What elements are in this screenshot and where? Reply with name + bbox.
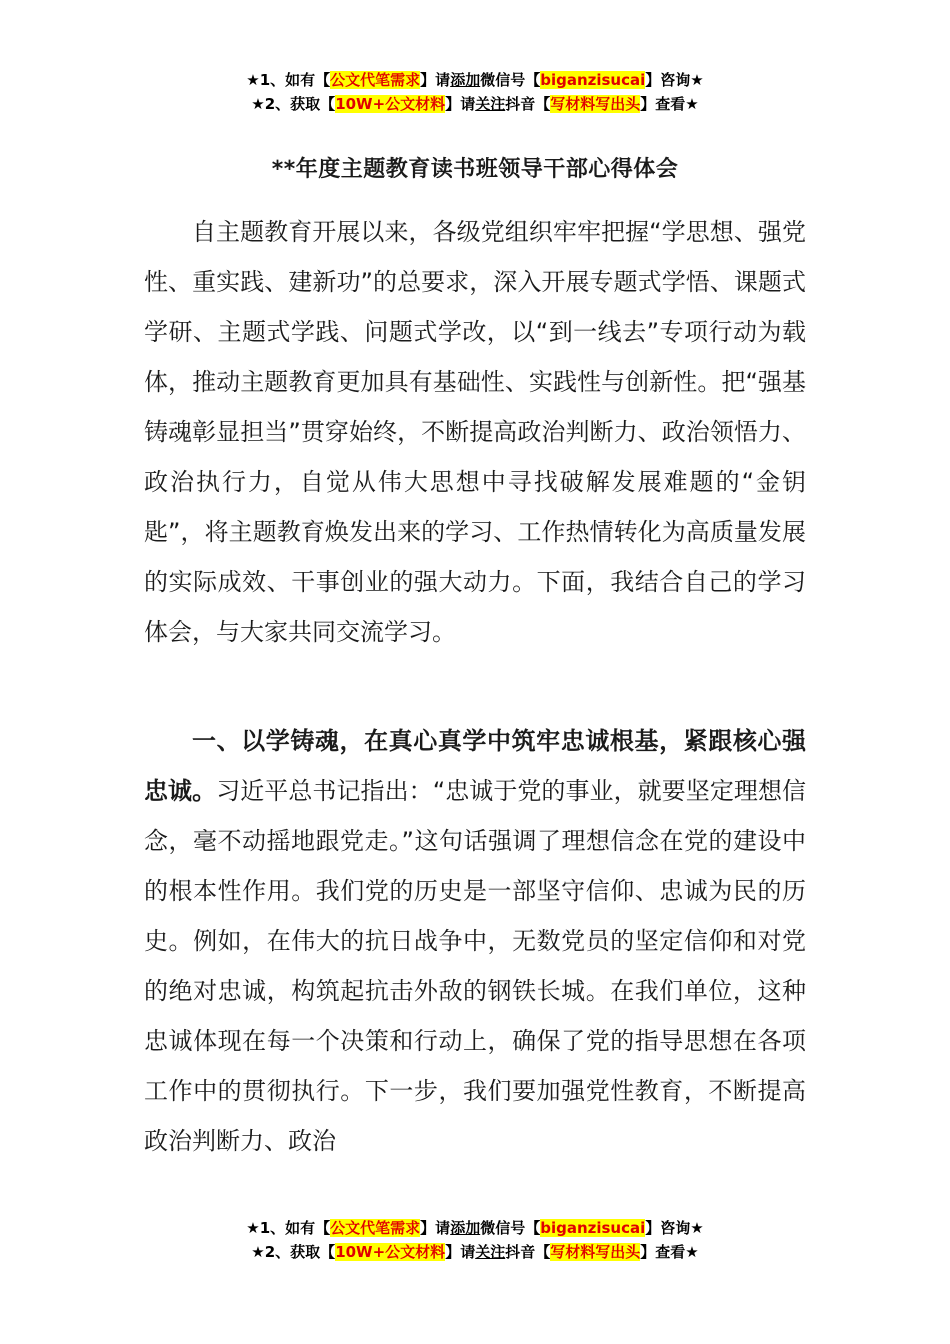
banner-text: 】咨询★	[645, 1219, 704, 1237]
footer-banner	[0, 1216, 950, 1264]
banner-underlined-text: 添加	[450, 1219, 481, 1237]
banner-highlight: 10W+公文材料	[335, 95, 446, 113]
banner-text: 微信号【	[480, 71, 541, 89]
banner-text: 抖音【	[505, 1243, 551, 1261]
banner-highlight: biganzisucai	[540, 1219, 646, 1237]
banner-text: ★2、获取【	[251, 1243, 336, 1261]
banner-line-1	[0, 1216, 950, 1240]
banner-text: 】请	[445, 95, 476, 113]
banner-text: 】查看★	[640, 1243, 699, 1261]
banner-highlight: 公文代笔需求	[330, 1219, 421, 1237]
banner-text: 】咨询★	[645, 71, 704, 89]
banner-text: 】请	[420, 71, 451, 89]
document-title: **年度主题教育读书班领导干部心得体会	[271, 157, 679, 182]
banner-highlight: 10W+公文材料	[335, 1243, 446, 1261]
banner-line-2	[0, 1240, 950, 1264]
header-banner	[0, 68, 950, 116]
banner-text: 】查看★	[640, 95, 699, 113]
banner-highlight: biganzisucai	[540, 71, 646, 89]
banner-line-1	[0, 68, 950, 92]
banner-line-2	[0, 92, 950, 116]
banner-text: ★1、如有【	[246, 71, 331, 89]
section-body: 习近平总书记指出：“忠诚于党的事业，就要坚定理想信念，毫不动摇地跟党走。”这句话强调了理想信念在党的建设中的根本性作用。我们党的历史是一部坚守信仰、忠诚为民的历史。例如，在伟大的抗日战争中，无数党员的坚定信仰和对党的绝对忠诚，构筑起抗击外敌的钢铁长城。在我们单位，这种忠诚体现在每一个决策和行动上，确保了党的指导思想在各项工作中的贯彻执行。下一步，我们要加强党性教育，不断提高政治判断力、政治	[144, 777, 807, 1155]
banner-text: 】请	[445, 1243, 476, 1261]
body-paragraph-1	[144, 207, 806, 657]
banner-highlight: 公文代笔需求	[330, 71, 421, 89]
banner-text: ★2、获取【	[251, 95, 336, 113]
banner-highlight: 写材料写出头	[550, 1243, 641, 1261]
banner-underlined-text: 添加	[450, 71, 481, 89]
banner-highlight: 写材料写出头	[550, 95, 641, 113]
banner-text: 】请	[420, 1219, 451, 1237]
section-heading: 一、以学铸魂，在真心真学中筑牢忠诚根基，紧跟核心强忠诚。	[144, 727, 806, 805]
paragraph-text: 自主题教育开展以来，各级党组织牢牢把握“学思想、强党性、重实践、建新功”的总要求，深入开展专题式学悟、课题式学研、主题式学践、问题式学改，以“到一线去”专项行动为载体，推动主题教育更加具有基础性、实践性与创新性。把“强基铸魂彰显担当”贯穿始终，不断提高政治判断力、政治领悟力、政治执行力，自觉从伟大思想中寻找破解发展难题的“金钥匙”，将主题教育焕发出来的学习、工作热情转化为高质量发展的实际成效、干事创业的强大动力。下面，我结合自己的学习体会，与大家共同交流学习。	[144, 218, 806, 646]
paragraph-text	[144, 716, 806, 1166]
banner-underlined-text: 关注	[475, 1243, 506, 1261]
body-paragraph-2	[144, 716, 806, 1166]
banner-underlined-text: 关注	[475, 95, 506, 113]
banner-text: 抖音【	[505, 95, 551, 113]
banner-text: ★1、如有【	[246, 1219, 331, 1237]
banner-text: 微信号【	[480, 1219, 541, 1237]
